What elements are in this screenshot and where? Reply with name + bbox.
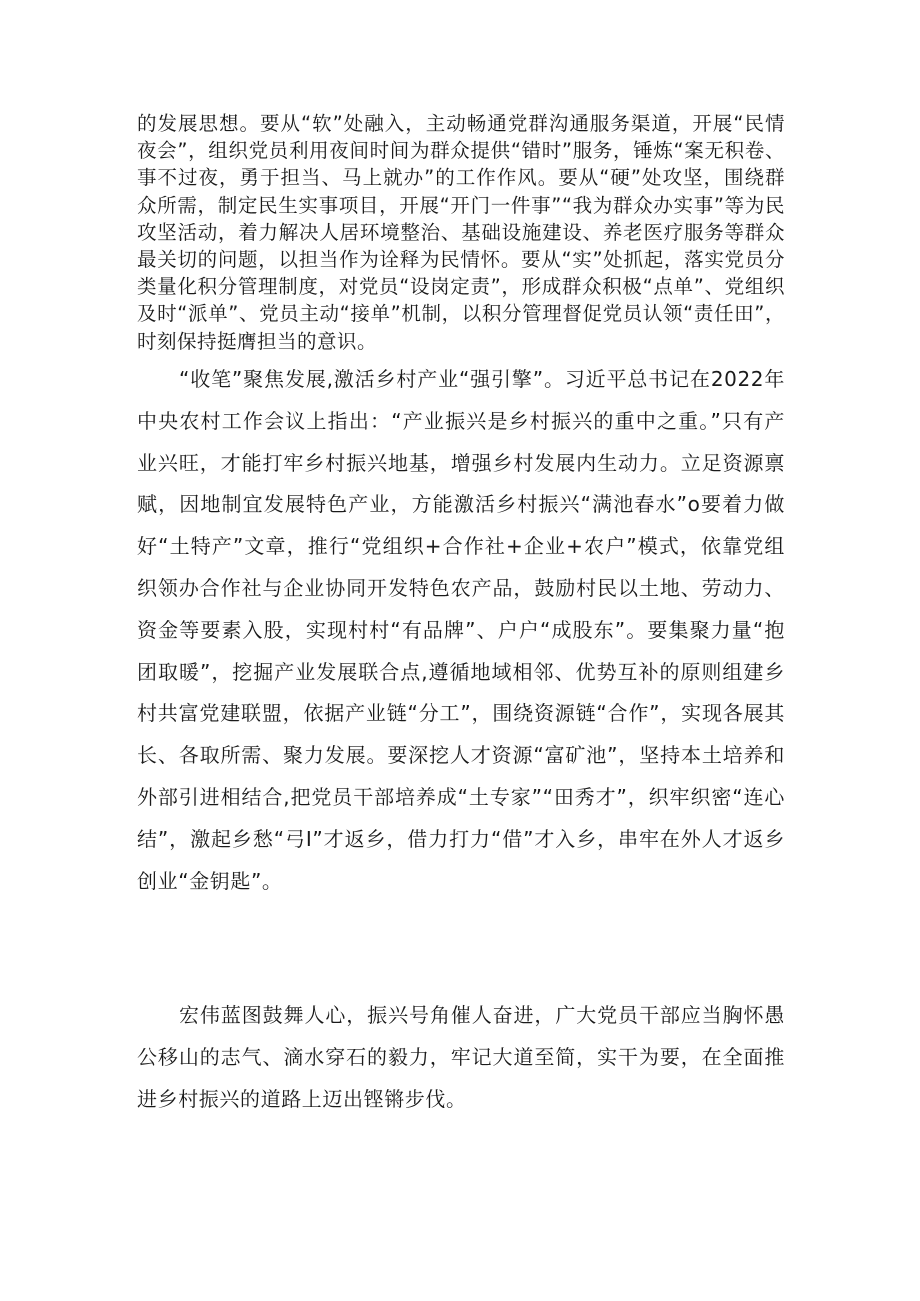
paragraph-conclusion: 宏伟蓝图鼓舞人心，振兴号角催人奋进，广大党员干部应当胸怀愚公移山的志气、滴水穿石的毅力，牢记大道至简，实干为要，在全面推进乡村振兴的道路上迈出铿锵步伐。	[137, 1003, 785, 1111]
paragraph-party-service: 的发展思想。要从“软”处融入，主动畅通党群沟通服务渠道，开展“民情夜会”，组织党员利用夜间时间为群众提供“错时”服务，锤炼“案无积卷、事不过夜，勇于担当、马上就办”的工作作风。要从“硬”处攻坚，围绕群众所需，制定民生实事项目，开展“开门一件事”“我为群众办实事”等为民攻坚活动，着力解决人居环境整治、基础设施建设、养老医疗服务等群众最关切的问题，以担当作为诠释为民情怀。要从“实”处抓起，落实党员分类量化积分管理制度，对党员“设岗定责”，形成群众积极“点单”、党组织及时“派单”、党员主动“接单”机制，以积分管理督促党员认领“责任田”，时刻保持挺膺担当的意识。	[137, 112, 785, 353]
paragraph-industry-development: “收笔”聚焦发展,激活乡村产业“强引擎”。习近平总书记在2022年中央农村工作会议上指出：“产业振兴是乡村振兴的重中之重。”只有产业兴旺，才能打牢乡村振兴地基，增强乡村发展内生动力。立足资源禀赋，因地制宜发展特色产业，方能激活乡村振兴“满池春水”o要着力做好“土特产”文章，推行“党组织+合作社+企业+农户”模式，依靠党组织领办合作社与企业协同开发特色农产品，鼓励村民以土地、劳动力、资金等要素入股，实现村村“有品牌”、户户“成股东”。要集聚力量“抱团取暖”，挖掘产业发展联合点,遵循地域相邻、优势互补的原则组建乡村共富党建联盟，依据产业链“分工”，围绕资源链“合作”，实现各展其长、各取所需、聚力发展。要深挖人才资源“富矿池”，坚持本土培养和外部引进相结合,把党员干部培养成“土专家”“田秀才”，织牢织密“连心结”，激起乡愁“弓I”才返乡，借力打力“借”才入乡，串牢在外人才返乡创业“金钥匙”。	[137, 367, 785, 893]
